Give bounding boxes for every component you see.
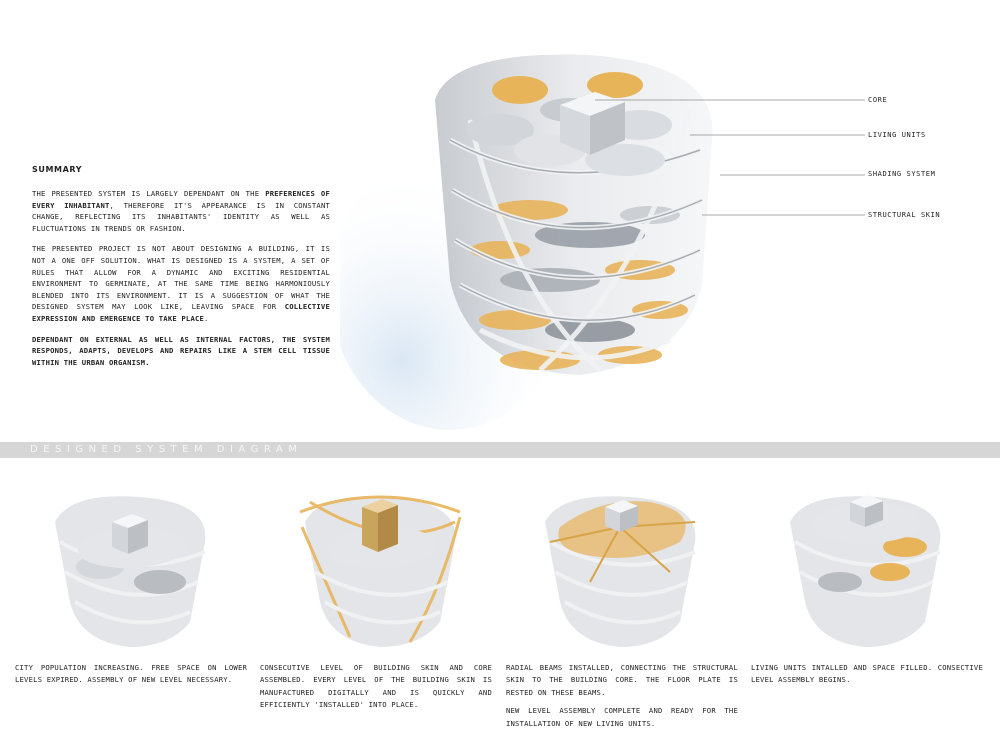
step-2-diagram: [290, 472, 470, 647]
caption-step-4: LIVING UNITS INTALLED AND SPACE FILLED. CONSECTIVE LEVEL ASSEMBLY BEGINS.: [751, 663, 983, 685]
summary-paragraph-1: THE PRESENTED SYSTEM IS LARGELY DEPENDANT ON THE PREFERENCES OF EVERY INHABITANT, THEREFORE IT'S APPEARANCE IS IN CONSTANT CHANGE, REFLECTING ITS INHABITANTS' IDENTITY AS WELL AS FLUCTUATIONS IN TRENDS OR FASHION.: [32, 189, 330, 233]
callout-leader-extensions: [760, 0, 870, 230]
step-1-diagram: [40, 472, 220, 647]
caption-step-1: CITY POPULATION INCREASING. FREE SPACE ON LOWER LEVELS EXPIRED. ASSEMBLY OF NEW LEVEL NECESSARY.: [15, 663, 247, 685]
hero-building-render: [340, 30, 760, 430]
summary-paragraph-2: THE PRESENTED PROJECT IS NOT ABOUT DESIGNING A BUILDING, IT IS NOT A ONE OFF SOLUTION. WHAT IS DESIGNED IS A SYSTEM, A SET OF RULES THAT ALLOW FOR A DYNAMIC AND EXCITING RESIDENTIAL ENVIRONMENT TO GERMINATE, AT THE SAME TIME BEING HARMONIOUSLY BLENDED INTO ITS ENVIRONMENT. IT IS A SUGGESTION OF WHAT THE DESIGNED SYSTEM MAY LOOK LIKE, LEAVING SPACE FOR COLLECTIVE EXPRESSION AND EMERGENCE TO TAKE PLACE.: [32, 244, 330, 323]
step-4-diagram: [775, 472, 955, 647]
step-3-diagram: [530, 472, 710, 647]
section-title: DESIGNED SYSTEM DIAGRAM: [30, 444, 303, 455]
summary-block: [32, 165, 330, 377]
summary-heading: SUMMARY: [32, 165, 83, 174]
caption-step-3: RADIAL BEAMS INSTALLED, CONNECTING THE STRUCTURAL SKIN TO THE BUILDING CORE. THE FLOOR PLATE IS RESTED ON THESE BEAMS. NEW LEVEL ASSEMBLY COMPLETE AND READY FOR THE INSTALLATION OF NEW LIVING UNITS.: [506, 663, 738, 728]
section-band: [0, 442, 1000, 458]
summary-paragraph-3: DEPENDANT ON EXTERNAL AS WELL AS INTERNAL FACTORS, THE SYSTEM RESPONDS, ADAPTS, DEVELOPS AND REPAIRS LIKE A STEM CELL TISSUE WITHIN THE URBAN ORGANISM.: [32, 334, 330, 367]
callout-shading-system: SHADING SYSTEM: [868, 170, 936, 178]
callout-core: CORE: [868, 96, 888, 104]
caption-step-2: CONSECUTIVE LEVEL OF BUILDING SKIN AND CORE ASSEMBLED. EVERY LEVEL OF THE BUILDING SKIN IS MANUFACTURED DIGITALLY AND IS QUICKLY AND EFFICIENTLY 'INSTALLED' INTO PLACE.: [260, 663, 492, 710]
callout-living-units: LIVING UNITS: [868, 131, 926, 139]
callout-structural-skin: STRUCTURAL SKIN: [868, 211, 941, 219]
